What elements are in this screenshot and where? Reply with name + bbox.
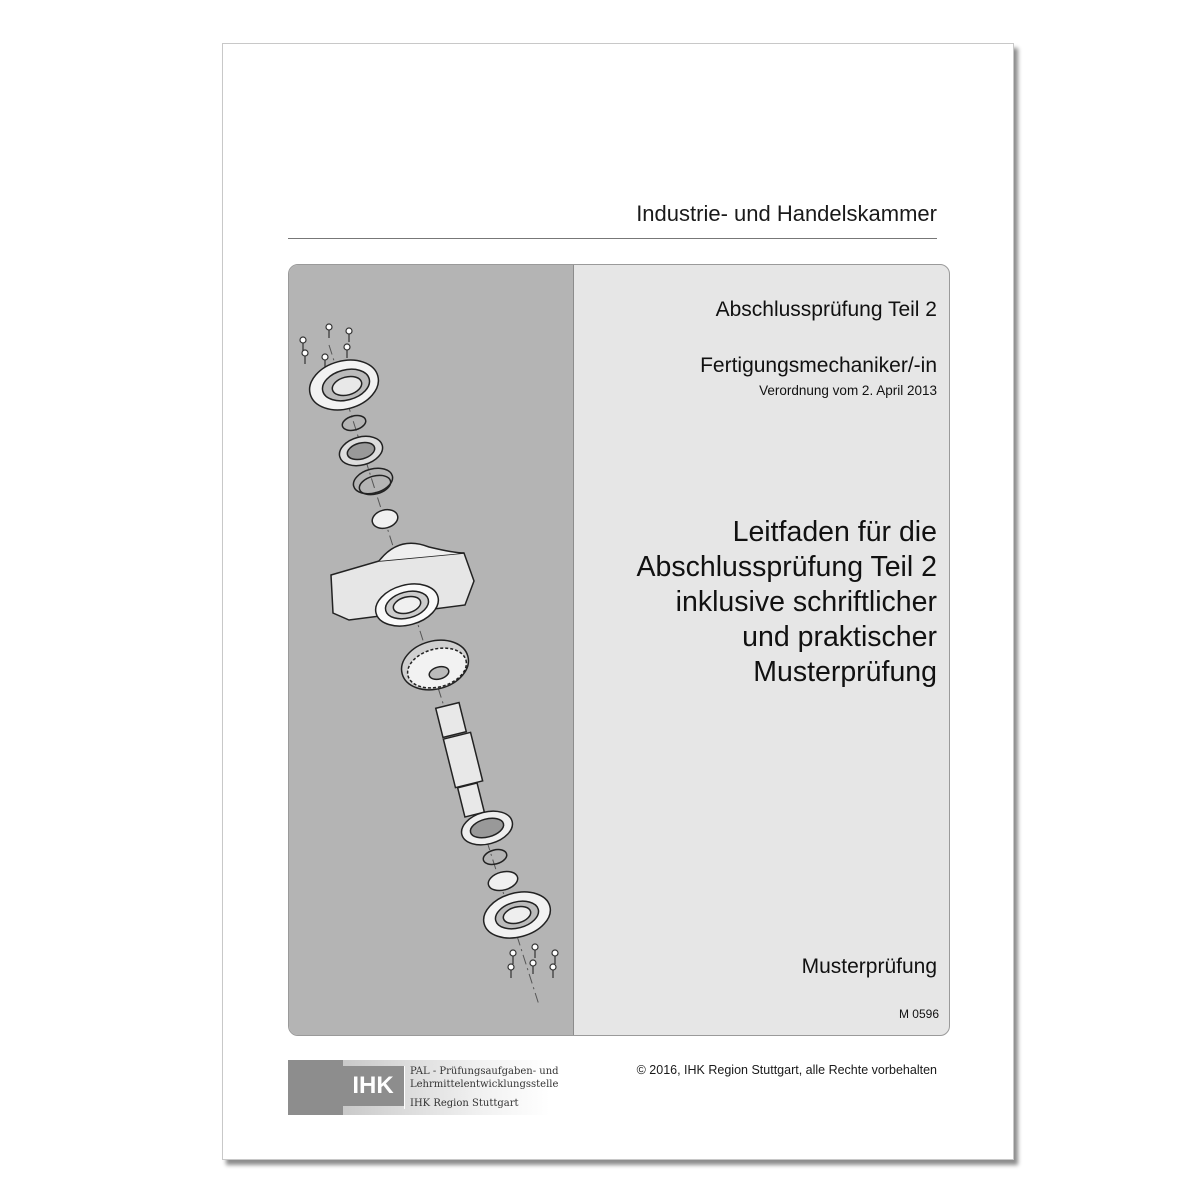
cover-page: [222, 43, 1014, 1160]
job-title: Fertigungsmechaniker/-in: [700, 354, 937, 377]
guide-title-line: inklusive schriftlicher: [675, 586, 937, 618]
ihk-pal-logo: [288, 1060, 559, 1115]
logo-separator: [404, 1066, 405, 1109]
guide-title-line: Musterprüfung: [753, 656, 937, 688]
regulation-date: Verordnung vom 2. April 2013: [759, 383, 937, 398]
guide-title: [637, 515, 938, 690]
sample-exam-label: Musterprüfung: [801, 955, 937, 978]
exploded-assembly-illustration: [289, 265, 573, 1035]
illustration-panel: [289, 265, 574, 1035]
title-panel: [288, 264, 950, 1036]
exam-title: Abschlussprüfung Teil 2: [715, 298, 937, 321]
guide-title-line: und praktischer: [742, 621, 937, 653]
copyright-notice: © 2016, IHK Region Stuttgart, alle Rechte vorbehalten: [636, 1063, 937, 1077]
document-code: M 0596: [898, 1007, 939, 1021]
logo-gray-block: [288, 1060, 343, 1115]
chamber-title: Industrie- und Handelskammer: [636, 201, 937, 226]
guide-title-line: Abschlussprüfung Teil 2: [636, 551, 937, 583]
guide-title-line: Leitfaden für die: [732, 516, 937, 548]
header-divider: [288, 238, 937, 239]
logo-text-line: IHK Region Stuttgart: [410, 1098, 519, 1109]
logo-text-line: PAL - Prüfungsaufgaben- und: [410, 1066, 559, 1077]
logo-mark: IHK: [342, 1066, 404, 1106]
logo-text-line: Lehrmittelentwicklungsstelle: [410, 1079, 559, 1090]
